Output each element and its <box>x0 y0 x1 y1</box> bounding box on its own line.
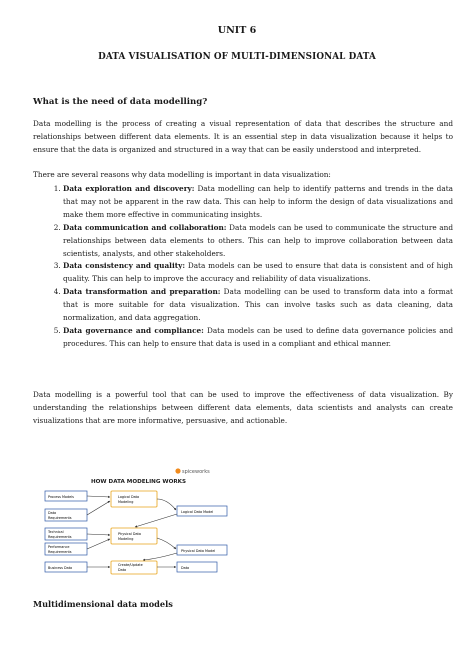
data-requirements-box <box>45 509 87 521</box>
list-item-title: Data transformation and preparation: <box>63 287 221 297</box>
node-label: Physical Data Model <box>181 549 216 553</box>
list-item <box>63 222 453 261</box>
logical-data-model-box <box>177 506 227 516</box>
list-item-text: Data models can be used to ensure that data is consistent and of high quality. This can help to improve the accuracy and reliability of data visualizations. <box>63 261 454 284</box>
node-label: Modeling <box>118 537 134 541</box>
node-label: Requirements <box>48 516 72 520</box>
list-item-title: Data exploration and discovery: <box>63 184 195 193</box>
node-label: Performance <box>48 545 70 549</box>
logical-data-modeling-box <box>111 491 157 507</box>
process-models-box <box>45 491 87 501</box>
list-item-text: Data models can be used to communicate the structure and relationships between data elements to others. This can help to improve collaboration between data scientists, analysts, and other stakeholders. <box>63 222 453 258</box>
list-item <box>63 286 453 325</box>
list-item <box>63 260 453 286</box>
list-item-text: Data modelling can be used to transform data into a format that is more suitable for data visualization. This can involve tasks such as data cleaning, data normalization, and data aggregation. <box>63 287 453 323</box>
list-item-title: Data consistency and quality: <box>63 261 186 271</box>
node-label: Technical <box>48 530 64 534</box>
performance-requirements-box <box>45 543 87 555</box>
list-item <box>63 183 453 222</box>
data-box <box>177 562 217 572</box>
diagram-title: HOW DATA MODELING WORKS <box>91 479 186 485</box>
page-title: DATA VISUALISATION OF MULTI-DIMENSIONAL DATA <box>98 52 376 62</box>
list-item-text: Data modelling can help to identify patterns and trends in the data that may not be apparent in the raw data. This can help to inform the design of data visualizations and make them more effective in communicating insights. <box>63 184 453 219</box>
logo-text: spiceworks <box>182 469 210 475</box>
create-update-data-box <box>111 561 157 574</box>
node-label: Logical Data Model <box>181 510 214 514</box>
node-label: Modeling <box>118 500 134 504</box>
technical-requirements-box <box>45 528 87 540</box>
node-label: Requirements <box>48 535 72 539</box>
node-label: Business Data <box>48 566 73 570</box>
section-heading-multidimensional: Multidimensional data models <box>33 599 173 609</box>
node-label: Physical Data <box>118 532 141 536</box>
list-item <box>63 325 453 351</box>
node-label: Process Models <box>48 495 74 499</box>
data-modeling-diagram <box>31 467 293 577</box>
node-label: Data <box>181 566 190 570</box>
reasons-list <box>33 183 453 351</box>
node-label: Data <box>48 511 57 515</box>
physical-data-modeling-box <box>111 528 157 544</box>
list-item-title: Data governance and compliance: <box>63 325 204 335</box>
node-label: Create/Update <box>118 563 143 567</box>
list-item-title: Data communication and collaboration: <box>63 222 227 232</box>
section-heading-need-of-data-modelling: What is the need of data modelling? <box>33 97 208 107</box>
node-label: Data <box>118 568 127 572</box>
spiceworks-logo <box>175 468 210 475</box>
conclusion-paragraph: Data modelling is a powerful tool that can be used to improve the effectiveness of data visualization. By understanding the relationships between different data elements, data scientists and analysts can create visualizations that are more informative, persuasive, and actionable. <box>33 390 453 425</box>
list-item-text: Data models can be used to define data governance policies and procedures. This can help to ensure that data is used in a compliant and ethical manner. <box>63 325 453 348</box>
physical-data-model-box <box>177 545 227 555</box>
spiceworks-logo-icon <box>175 468 180 473</box>
node-label: Logical Data <box>118 495 140 499</box>
unit-heading: UNIT 6 <box>217 25 257 36</box>
reasons-lead-paragraph: There are several reasons why data modelling is important in data visualization: <box>33 170 331 179</box>
business-data-box <box>45 562 87 572</box>
node-label: Requirements <box>48 550 72 554</box>
intro-paragraph: Data modelling is the process of creating a visual representation of data that describes the structure and relationships between different data elements. It is an essential step in data visualization because it helps to ensure that the data is organized and structured in a way that can be easily understood and interpreted. <box>33 119 453 154</box>
